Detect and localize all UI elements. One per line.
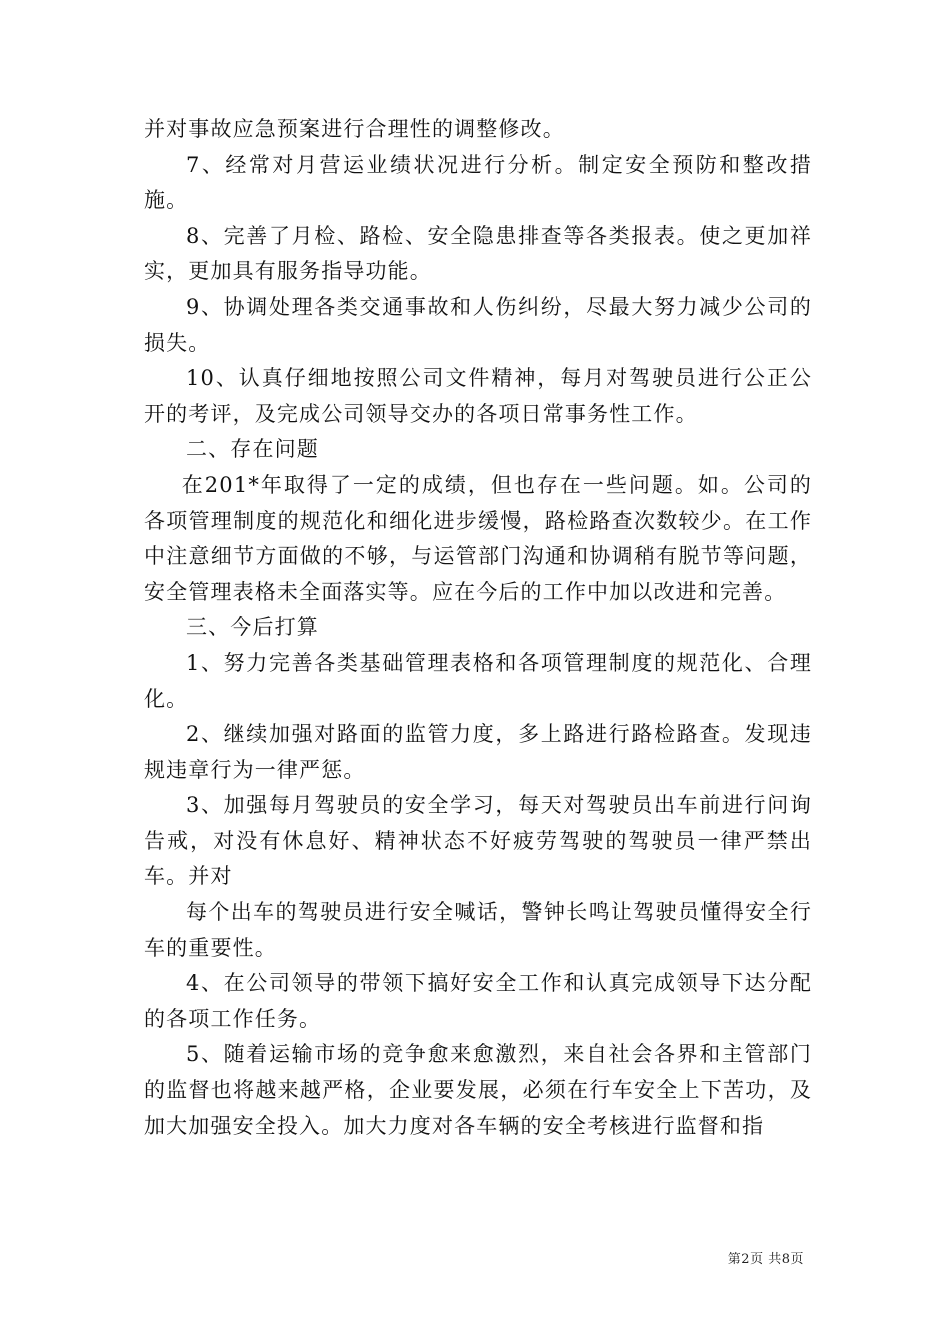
paragraph: 1、努力完善各类基础管理表格和各项管理制度的规范化、合理化。 xyxy=(144,650,812,711)
section-heading: 三、今后打算 xyxy=(186,615,319,640)
footer-prefix: 第 xyxy=(727,1252,742,1267)
paragraph: 4、在公司领导的带领下搞好安全工作和认真完成领导下达分配的各项工作任务。 xyxy=(144,971,812,1031)
paragraph: 8、完善了月检、路检、安全隐患排查等各类报表。使之更加祥实，更加具有服务指导功能。 xyxy=(144,223,812,284)
paragraph: 每个出车的驾驶员进行安全喊话，警钟长鸣让驾驶员懂得安全行车的重要性。 xyxy=(144,900,812,960)
footer-middle: 页 共 xyxy=(750,1252,782,1267)
section-heading: 二、存在问题 xyxy=(186,437,319,462)
footer-suffix: 页 xyxy=(790,1252,804,1267)
paragraph: 10、认真仔细地按照公司文件精神，每月对驾驶员进行公正公开的考评，及完成公司领导交办的各项日常事务性工作。 xyxy=(144,366,812,426)
current-page-number: 2 xyxy=(741,1252,751,1267)
paragraph: 并对事故应急预案进行合理性的调整修改。 xyxy=(144,117,565,141)
paragraph: 3、加强每月驾驶员的安全学习，每天对驾驶员出车前进行问询告戒，对没有休息好、精神状态不好疲劳驾驶的驾驶员一律严禁出车。并对 xyxy=(144,793,812,889)
page-number-footer xyxy=(728,1248,804,1267)
document-body xyxy=(144,112,812,1144)
paragraph: 2、继续加强对路面的监管力度，多上路进行路检路查。发现违规违章行为一律严惩。 xyxy=(144,722,812,782)
paragraph: 7、经常对月营运业绩状况进行分析。制定安全预防和整改措施。 xyxy=(144,152,812,213)
paragraph: 9、协调处理各类交通事故和人伤纠纷，尽最大努力减少公司的损失。 xyxy=(144,294,812,355)
total-pages-number: 8 xyxy=(781,1252,791,1267)
paragraph: 在201*年取得了一定的成绩，但也存在一些问题。如。公司的各项管理制度的规范化和细化进步缓慢，路检路查次数较少。在工作中注意细节方面做的不够，与运管部门沟通和协调稍有脱节等问题，安全管理表格未全面落实等。应在今后的工作中加以改进和完善。 xyxy=(144,472,812,604)
paragraph: 5、随着运输市场的竞争愈来愈激烈，来自社会各界和主管部门的监督也将越来越严格，企业要发展，必须在行车安全上下苦功，及加大加强安全投入。加大力度对各车辆的安全考核进行监督和指 xyxy=(144,1042,812,1138)
